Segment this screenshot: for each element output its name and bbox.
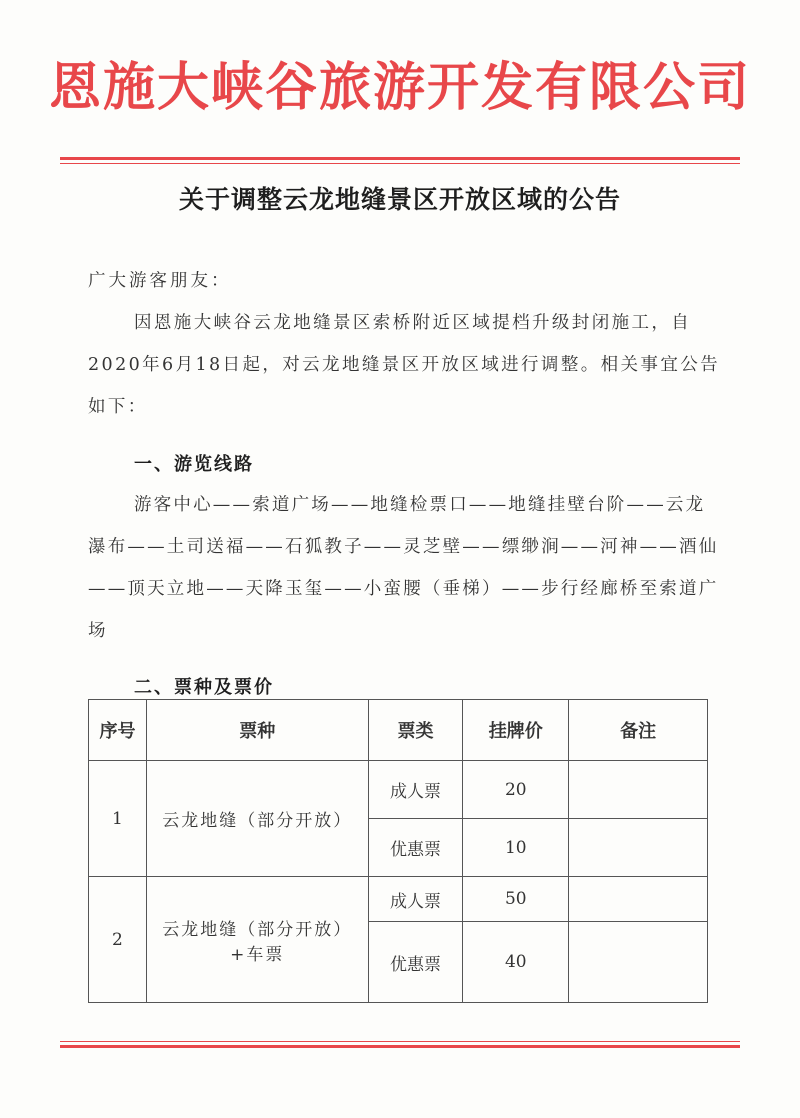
ticket-type: 成人票 [368, 877, 463, 922]
header-cell-price: 挂牌价 [463, 700, 569, 761]
notice-body: 因恩施大峡谷云龙地缝景区索桥附近区域提档升级封闭施工，自2020年6月18日起，对云龙地缝景区开放区域进行调整。相关事宜公告如下： [88, 313, 721, 417]
section-heading-route: 一、游览线路 [134, 454, 254, 475]
ticket-type: 成人票 [368, 761, 463, 819]
header-cell-ticket-name: 票种 [146, 700, 368, 761]
ticket-price: 50 [463, 877, 569, 922]
section-heading-tickets: 二、票种及票价 [134, 677, 274, 698]
ticket-name: 云龙地缝（部分开放） [146, 761, 368, 877]
notice-greeting: 广大游客朋友： [88, 271, 232, 291]
ticket-note [569, 819, 708, 877]
ticket-price: 10 [463, 819, 569, 877]
header-cell-ticket-type: 票类 [368, 700, 463, 761]
letterhead-org-name: 恩施大峡谷旅游开发有限公司 [48, 57, 751, 118]
letterhead-rule-thick [60, 157, 740, 160]
letterhead-rule-thin [60, 163, 740, 164]
footer-rule-thin [60, 1041, 740, 1042]
notice-title: 关于调整云龙地缝景区开放区域的公告 [178, 185, 621, 214]
table-header-row [89, 700, 708, 761]
table-row [89, 877, 708, 922]
row-number: 2 [89, 877, 147, 1003]
ticket-price: 40 [463, 922, 569, 1003]
ticket-type: 优惠票 [368, 922, 463, 1003]
header-cell-no: 序号 [89, 700, 147, 761]
header-cell-note: 备注 [569, 700, 708, 761]
ticket-name: 云龙地缝（部分开放）+车票 [146, 877, 368, 1003]
ticket-note [569, 922, 708, 1003]
route-text: 游客中心——索道广场——地缝检票口——地缝挂壁台阶——云龙瀑布——土司送福——石狐教子——灵芝壁——缥缈涧——河神——酒仙——顶天立地——天降玉玺——小蛮腰（垂梯）——步行经廊桥至索道广场 [88, 495, 719, 641]
row-number: 1 [89, 761, 147, 877]
ticket-price: 20 [463, 761, 569, 819]
footer-rule-thick [60, 1045, 740, 1048]
ticket-price-table [88, 699, 708, 1003]
table-row [89, 761, 708, 819]
ticket-type: 优惠票 [368, 819, 463, 877]
ticket-note [569, 761, 708, 819]
ticket-note [569, 877, 708, 922]
